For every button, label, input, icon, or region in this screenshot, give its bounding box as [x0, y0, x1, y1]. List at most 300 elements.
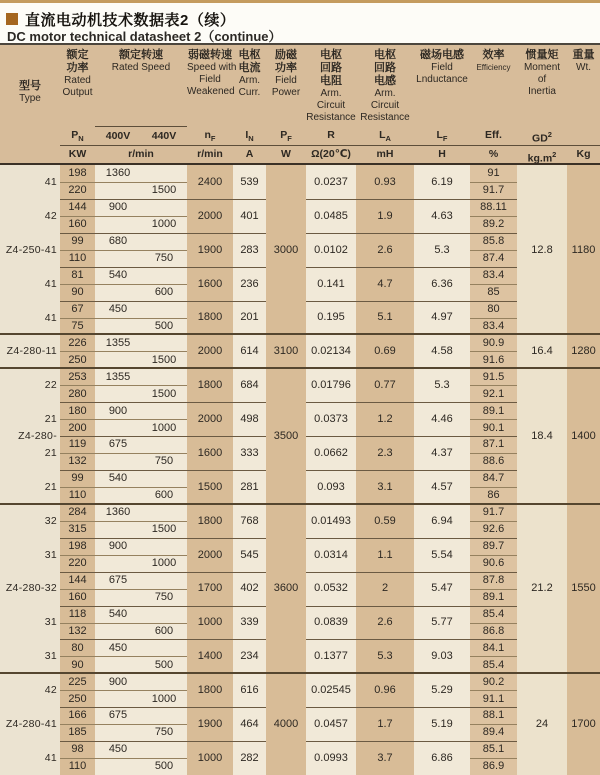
pn-cell: 81	[71, 269, 84, 282]
symbol-type	[0, 126, 60, 145]
type-label: Z4-280-41	[5, 717, 57, 730]
col-header-line: Field	[275, 75, 297, 86]
r-cell: 0.0373	[314, 413, 348, 426]
v440-cell: 1000	[151, 421, 177, 434]
v400-cell: 900	[108, 540, 128, 553]
col-header-line: Speed with	[187, 62, 237, 73]
unit-iN: A	[233, 145, 266, 163]
v440-cell	[141, 504, 187, 521]
col-header-line: Inertia	[528, 86, 556, 97]
unit-wt: Kg	[567, 145, 600, 163]
col-header-line: Wt.	[576, 62, 591, 73]
type-label: Z4-280-11	[6, 345, 57, 358]
unit-pn: KW	[60, 145, 95, 163]
wt-cell: 1280	[571, 345, 596, 358]
v440-cell: 750	[154, 726, 174, 739]
lf-cell: 5.29	[431, 684, 453, 697]
iN-cell: 234	[240, 650, 259, 663]
nf-cell: 1800	[197, 311, 223, 324]
col-header-line: Circuit	[370, 100, 400, 111]
iN-cell: 401	[240, 209, 259, 222]
v440-cell: 600	[154, 489, 174, 502]
iN-cell: 684	[240, 379, 259, 392]
type-label: Z4-250-41	[5, 243, 57, 256]
table-row	[0, 504, 600, 521]
pn-cell: 220	[68, 184, 87, 197]
pn-cell: 90	[71, 286, 84, 299]
nf-cell: 2000	[197, 548, 223, 561]
r-cell: 0.1377	[314, 650, 348, 663]
col-header-nf	[187, 45, 237, 126]
r-cell: 0.01796	[311, 379, 351, 392]
gd2-cell: 21.2	[531, 582, 553, 595]
wt-cell: 1180	[571, 243, 596, 256]
v440-cell: 1500	[151, 184, 177, 197]
v400-cell	[95, 250, 141, 267]
col-header-line: Arm.	[320, 88, 342, 99]
wt-cell: 1700	[571, 717, 596, 730]
type-cell-box	[0, 334, 60, 368]
type-label: Z4-280-	[18, 430, 57, 443]
col-header-line: 电感	[374, 75, 396, 87]
type-cell-box	[0, 504, 60, 673]
type-suffix: 42	[44, 684, 57, 697]
iN-cell: 282	[240, 751, 259, 764]
col-header-r	[306, 45, 356, 126]
header-units-row	[0, 145, 600, 163]
iN-cell: 201	[240, 311, 259, 324]
type-suffix: 41	[44, 175, 57, 188]
type-suffix: 32	[44, 514, 57, 527]
eff-cell: 91.6	[482, 353, 505, 366]
r-cell: 0.02545	[311, 684, 351, 697]
iN-cell: 616	[240, 684, 259, 697]
v400-cell	[95, 351, 141, 368]
unit-eff: %	[470, 145, 517, 163]
iN-cell: 333	[240, 446, 259, 459]
la-cell: 5.3	[377, 650, 393, 663]
lf-cell: 5.77	[431, 616, 453, 629]
nf-cell: 1900	[197, 243, 223, 256]
lf-cell: 4.46	[431, 413, 453, 426]
pn-cell: 185	[68, 726, 87, 739]
eff-cell: 90.1	[482, 421, 505, 434]
col-header-line: 型号	[19, 80, 41, 92]
pn-cell: 75	[71, 319, 84, 332]
type-suffix: 31	[44, 616, 57, 629]
pn-cell: 250	[68, 353, 87, 366]
v440-cell	[141, 199, 187, 216]
lf-cell: 9.03	[431, 650, 453, 663]
eff-cell: 85	[487, 286, 500, 299]
header-symbols-row	[0, 126, 600, 145]
v400-cell	[95, 555, 141, 572]
eff-cell: 90.6	[482, 557, 505, 570]
col-header-line: 弱磁转速	[188, 49, 232, 61]
eff-cell: 86.9	[482, 760, 505, 773]
v440-cell: 750	[154, 252, 174, 265]
la-cell: 0.77	[374, 379, 396, 392]
r-cell: 0.141	[317, 277, 345, 290]
col-header-line: Efficiency	[476, 63, 511, 72]
la-cell: 0.93	[374, 175, 396, 188]
eff-cell: 85.1	[482, 743, 505, 756]
pn-cell: 110	[68, 489, 87, 502]
v440-cell	[141, 470, 187, 487]
col-header-line: 惯量矩	[525, 49, 559, 61]
type-cell	[0, 165, 60, 334]
v400-cell: 450	[108, 302, 128, 315]
nf-cell: 1900	[197, 717, 223, 730]
eff-cell: 91	[487, 167, 500, 180]
unit-la: mH	[356, 145, 414, 163]
v440-cell: 1500	[151, 523, 177, 536]
col-header-line: Output	[62, 87, 93, 98]
wt-cell: 1400	[571, 430, 596, 442]
col-header-line: Moment	[523, 62, 561, 73]
r-cell: 0.0457	[314, 717, 348, 730]
r-cell: 0.0662	[314, 446, 348, 459]
nf-cell: 1800	[197, 379, 223, 392]
v440-cell: 600	[154, 624, 174, 637]
iN-cell: 236	[240, 277, 259, 290]
v400-cell: 540	[108, 607, 128, 620]
r-cell: 0.0102	[314, 243, 348, 256]
eff-cell: 90.9	[482, 336, 505, 349]
type-cell-box	[0, 165, 60, 334]
table-row	[0, 673, 600, 690]
eff-cell: 91.7	[482, 184, 505, 197]
type-suffix: 22	[44, 379, 57, 392]
v440-cell: 750	[154, 455, 174, 468]
v400-cell	[95, 656, 141, 673]
v440-cell: 1500	[151, 387, 177, 400]
r-cell: 0.02134	[311, 345, 351, 358]
lf-cell: 6.94	[431, 514, 453, 527]
col-header-line: 额定	[66, 49, 89, 61]
v400-cell	[95, 419, 141, 436]
lf-cell: 4.57	[431, 480, 453, 493]
data-table	[0, 165, 600, 775]
v440-cell	[141, 572, 187, 589]
unit-nf: r/min	[187, 145, 233, 163]
pn-cell: 198	[68, 540, 87, 553]
col-header-line: 电枢	[320, 49, 342, 61]
col-header-line: 重量	[572, 49, 595, 61]
unit-lf: H	[414, 145, 470, 163]
col-header-speed	[95, 45, 187, 126]
iN-cell: 283	[240, 243, 259, 256]
v400-cell: 675	[108, 573, 128, 586]
type-suffix: 21	[44, 446, 57, 459]
pn-cell: 280	[68, 387, 87, 400]
col-header-pn	[60, 45, 95, 126]
nf-cell: 1000	[197, 616, 223, 629]
v440-cell: 600	[154, 286, 174, 299]
la-cell: 2.6	[377, 243, 393, 256]
eff-cell: 84.1	[482, 641, 505, 654]
pn-cell: 180	[68, 404, 87, 417]
pf-cell: 3500	[273, 430, 299, 442]
v400-cell: 900	[108, 404, 128, 417]
lf-cell: 4.37	[431, 446, 453, 459]
col-header-line: 功率	[66, 62, 89, 74]
col-header-line: 磁场电感	[420, 49, 464, 61]
eff-cell: 88.1	[482, 709, 505, 722]
v400-cell: 540	[108, 472, 128, 485]
v400-cell: 680	[108, 235, 128, 248]
col-header-line: 功率	[275, 62, 297, 74]
col-header-gd2	[517, 45, 567, 126]
iN-cell: 464	[240, 717, 259, 730]
eff-cell: 87.1	[482, 438, 505, 451]
v400-cell: 450	[108, 641, 128, 654]
r-cell: 0.0485	[314, 209, 348, 222]
eff-cell: 87.8	[482, 573, 505, 586]
unit-gd2: $kg.m^2$	[517, 145, 567, 163]
nf-cell: 2000	[197, 209, 223, 222]
v440-cell: 1000	[151, 218, 177, 231]
nf-cell: 2000	[197, 413, 223, 426]
type-cell	[0, 673, 60, 775]
type-suffix: 31	[44, 650, 57, 663]
v400-cell	[95, 284, 141, 301]
pn-cell: 118	[68, 607, 87, 620]
nf-cell: 1600	[197, 277, 223, 290]
type-suffix: 42	[44, 209, 57, 222]
lf-cell: 5.54	[431, 548, 453, 561]
type-suffix: 21	[44, 413, 57, 426]
nf-cell: 1800	[197, 684, 223, 697]
col-header-line: 电枢	[374, 49, 396, 61]
eff-cell: 85.4	[482, 658, 505, 671]
col-header-line: Field	[199, 74, 221, 85]
pn-cell: 200	[68, 421, 87, 434]
v440-cell	[141, 605, 187, 622]
table-row	[0, 334, 600, 351]
eff-cell: 88.6	[482, 455, 505, 468]
v440-cell: 1000	[151, 557, 177, 570]
pn-cell: 99	[71, 235, 84, 248]
symbol-pn: $P_N$	[71, 129, 84, 144]
nf-cell: 1700	[197, 582, 223, 595]
nf-cell: 1500	[197, 480, 223, 493]
table-row	[0, 165, 600, 182]
iN-cell: 545	[240, 548, 259, 561]
symbol-wt	[567, 126, 600, 145]
data-table-body	[0, 165, 600, 775]
lf-cell: 5.47	[431, 582, 453, 595]
col-header-line: Type	[19, 93, 41, 104]
page-title-en: DC motor technical datasheet 2（continue）	[7, 29, 282, 44]
col-header-la	[356, 45, 414, 126]
col-header-line: Rated	[64, 75, 91, 86]
v400-cell: 1360	[105, 167, 131, 180]
pn-cell: 226	[68, 336, 87, 349]
la-cell: 0.69	[374, 345, 396, 358]
eff-cell: 88.11	[480, 201, 507, 214]
v400-cell	[95, 622, 141, 639]
r-cell: 0.0237	[314, 175, 348, 188]
type-cell	[0, 368, 60, 504]
table-row	[0, 368, 600, 385]
iN-cell: 402	[240, 582, 259, 595]
eff-cell: 91.5	[482, 370, 505, 383]
v440-cell: 500	[154, 319, 174, 332]
col-header-line: Circuit	[316, 100, 346, 111]
nf-cell: 1000	[197, 751, 223, 764]
col-header-pf	[266, 45, 306, 126]
v440-cell	[141, 741, 187, 758]
v440-cell: 500	[154, 760, 174, 773]
eff-cell: 86.8	[482, 624, 505, 637]
iN-cell: 539	[240, 175, 259, 188]
unit-pf: W	[266, 145, 306, 163]
col-header-lf	[414, 45, 470, 126]
col-header-line: Resistance	[360, 112, 410, 123]
v400-cell: 675	[108, 438, 128, 451]
eff-cell: 91.7	[482, 506, 505, 519]
r-cell: 0.195	[317, 311, 345, 324]
v400-cell	[95, 453, 141, 470]
lf-cell: 6.19	[431, 175, 453, 188]
symbol-iN: $I_N$	[245, 129, 254, 144]
col-header-line: 回路	[320, 62, 342, 74]
type-suffix: 31	[44, 548, 57, 561]
iN-cell: 498	[240, 413, 259, 426]
col-header-line: Resistance	[306, 112, 356, 123]
lf-cell: 5.3	[434, 379, 450, 392]
la-cell: 2.6	[377, 616, 393, 629]
pn-cell: 119	[68, 438, 87, 451]
nf-cell: 2400	[197, 175, 223, 188]
type-cell-box	[0, 368, 60, 504]
la-cell: 1.1	[377, 548, 393, 561]
col-header-line: Power	[271, 87, 301, 98]
eff-cell: 92.6	[482, 523, 505, 536]
la-cell: 1.7	[377, 717, 393, 730]
gd2-cell: 12.8	[531, 243, 553, 256]
r-cell: 0.093	[317, 480, 345, 493]
eff-cell: 80	[487, 302, 500, 315]
eff-cell: 91.1	[482, 692, 505, 705]
v400-cell: 675	[108, 709, 128, 722]
unit-type	[0, 145, 60, 163]
symbol-gd2: $GD^2$	[532, 130, 552, 145]
r-cell: 0.01493	[311, 514, 351, 527]
v440-cell	[141, 639, 187, 656]
v400-cell	[95, 317, 141, 334]
v440-cell	[141, 402, 187, 419]
pn-cell: 110	[68, 760, 87, 773]
v440-cell	[141, 334, 187, 351]
pn-cell: 250	[68, 692, 87, 705]
col-header-wt	[567, 45, 600, 126]
lf-cell: 4.63	[431, 209, 453, 222]
col-header-line: Weakened	[187, 86, 235, 97]
v400-cell: 540	[108, 269, 128, 282]
pf-cell: 3100	[273, 345, 299, 358]
pn-cell: 253	[68, 370, 87, 383]
la-cell: 1.9	[377, 209, 393, 222]
gd2-cell: 18.4	[531, 430, 553, 442]
table-header	[0, 45, 600, 165]
eff-cell: 85.4	[482, 607, 505, 620]
nf-cell: 1800	[197, 514, 223, 527]
type-suffix: 21	[44, 480, 57, 493]
v440-cell: 1500	[151, 353, 177, 366]
v400-cell	[95, 690, 141, 707]
eff-cell: 89.1	[482, 590, 505, 603]
col-header-line: Field	[431, 62, 453, 73]
symbol-400V: 400V	[95, 126, 141, 145]
pn-cell: 315	[68, 523, 87, 536]
col-header-line: 电枢	[238, 49, 261, 61]
v400-cell	[95, 724, 141, 741]
pn-cell: 166	[68, 709, 87, 722]
eff-cell: 85.8	[482, 235, 505, 248]
r-cell: 0.0839	[314, 616, 348, 629]
gd2-cell: 16.4	[531, 345, 553, 358]
v400-cell: 1360	[105, 506, 131, 519]
nf-cell: 2000	[197, 345, 223, 358]
title-block	[0, 3, 600, 45]
v440-cell	[141, 368, 187, 385]
col-header-eff	[470, 45, 517, 126]
pn-cell: 160	[68, 590, 87, 603]
col-header-line: Lnductance	[416, 74, 468, 85]
col-header-type	[0, 45, 60, 126]
v440-cell	[141, 673, 187, 690]
la-cell: 0.96	[374, 684, 396, 697]
nf-cell: 1600	[197, 446, 223, 459]
pn-cell: 99	[71, 472, 84, 485]
v400-cell: 1355	[105, 370, 131, 383]
iN-cell: 614	[240, 345, 259, 358]
eff-cell: 87.4	[482, 252, 505, 265]
v400-cell	[95, 521, 141, 538]
v400-cell: 900	[108, 675, 128, 688]
lf-cell: 4.97	[431, 311, 453, 324]
v440-cell	[141, 267, 187, 284]
lf-cell: 6.86	[431, 751, 453, 764]
title-bullet-square-icon	[6, 13, 18, 25]
symbol-la: $L_A$	[379, 129, 391, 144]
v440-cell: 500	[154, 658, 174, 671]
v400-cell	[95, 758, 141, 775]
v400-cell: 1355	[105, 336, 131, 349]
v440-cell	[141, 538, 187, 555]
eff-cell: 86	[487, 489, 500, 502]
page-title-zh: 直流电动机技术数据表2（续）	[25, 12, 236, 29]
eff-cell: 92.1	[482, 387, 505, 400]
nf-cell: 1400	[197, 650, 223, 663]
v400-cell	[95, 588, 141, 605]
lf-cell: 5.19	[431, 717, 453, 730]
v400-cell: 900	[108, 201, 128, 214]
pn-cell: 198	[68, 167, 87, 180]
pf-cell: 3600	[273, 582, 299, 595]
v440-cell	[141, 233, 187, 250]
pn-cell: 284	[68, 506, 87, 519]
pn-cell: 132	[68, 455, 87, 468]
wt-cell: 1550	[571, 582, 596, 595]
symbol-eff: Eff.	[485, 129, 502, 141]
header-labels-row	[0, 45, 600, 126]
la-cell: 0.59	[374, 514, 396, 527]
pf-cell: 4000	[273, 717, 299, 730]
eff-cell: 89.7	[482, 540, 505, 553]
